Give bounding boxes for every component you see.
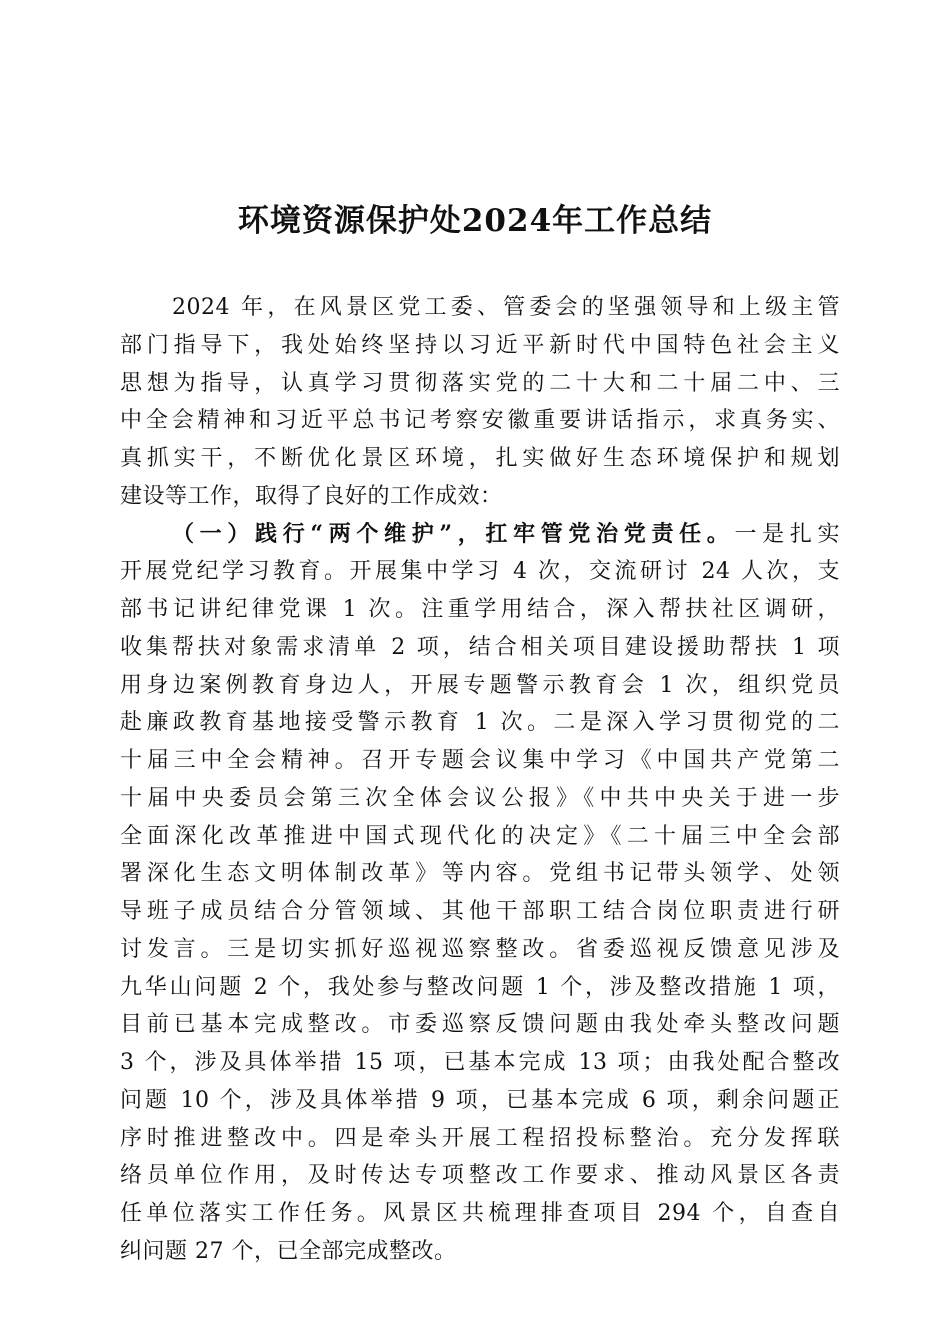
paragraph-line: 十届中央委员会第三次全体会议公报》《中共中央关于进一步: [120, 785, 840, 811]
paragraph-line: 3 个，涉及具体举措 15 项，已基本完成 13 项；由我处配合整改: [120, 1050, 840, 1075]
paragraph-line: 络员单位作用，及时传达专项整改工作要求、推动风景区各责: [120, 1163, 840, 1189]
paragraph-line: 建设等工作，取得了良好的工作成效：: [120, 483, 503, 509]
paragraph-line: 中全会精神和习近平总书记考察安徽重要讲话指示，求真务实、: [120, 408, 840, 434]
paragraph-line: 开展党纪学习教育。开展集中学习 4 次，交流研讨 24 人次，支: [120, 559, 840, 585]
paragraph-line: 讨发言。三是切实抓好巡视巡察整改。省委巡视反馈意见涉及: [120, 936, 840, 962]
paragraph-line: 十届三中全会精神。召开专题会议集中学习《中国共产党第二: [120, 748, 840, 773]
paragraph-line: 九华山问题 2 个，我处参与整改问题 1 个，涉及整改措施 1 项，: [120, 974, 840, 1000]
section-heading-rest: 一是扎实: [734, 521, 840, 547]
paragraph-line: 用身边案例教育身边人，开展专题警示教育会 1 次，组织党员: [120, 672, 840, 698]
paragraph-line: 目前已基本完成整改。市委巡察反馈问题由我处牵头整改问题: [120, 1012, 840, 1038]
paragraph-line: 署深化生态文明体制改革》等内容。党组书记带头领学、处领: [120, 861, 840, 887]
paragraph-line: 任单位落实工作任务。风景区共梳理排查项目 294 个，自查自: [120, 1201, 840, 1226]
document-title: 环境资源保护处2024年工作总结: [237, 203, 713, 239]
document-body: [120, 289, 840, 1271]
paragraph-line: 收集帮扶对象需求清单 2 项，结合相关项目建设援助帮扶 1 项: [120, 634, 840, 660]
paragraph-line: 思想为指导，认真学习贯彻落实党的二十大和二十届二中、三: [120, 370, 840, 396]
paragraph-line: 部门指导下，我处始终坚持以习近平新时代中国特色社会主义: [120, 332, 840, 358]
paragraph-line: 真抓实干，不断优化景区环境，扎实做好生态环境保护和规划: [120, 446, 840, 471]
section-heading: （一）践行“两个维护”，扛牢管党治党责任。: [172, 520, 735, 547]
section-heading-line: [120, 516, 840, 554]
paragraph-line: 导班子成员结合分管领域、其他干部职工结合岗位职责进行研: [120, 899, 840, 924]
paragraph-line: 序时推进整改中。四是牵头开展工程招投标整治。充分发挥联: [120, 1125, 840, 1151]
paragraph-line: 全面深化改革推进中国式现代化的决定》《二十届三中全会部: [120, 823, 840, 849]
paragraph-line: 部书记讲纪律党课 1 次。注重学用结合，深入帮扶社区调研，: [120, 597, 840, 622]
paragraph-line: 2024 年，在风景区党工委、管委会的坚强领导和上级主管: [172, 295, 840, 320]
paragraph-line: 纠问题 27 个，已全部完成整改。: [120, 1238, 457, 1264]
paragraph-line: 赴廉政教育基地接受警示教育 1 次。二是深入学习贯彻党的二: [120, 710, 840, 736]
paragraph-line: 问题 10 个，涉及具体举措 9 项，已基本完成 6 项，剩余问题正: [120, 1087, 840, 1113]
